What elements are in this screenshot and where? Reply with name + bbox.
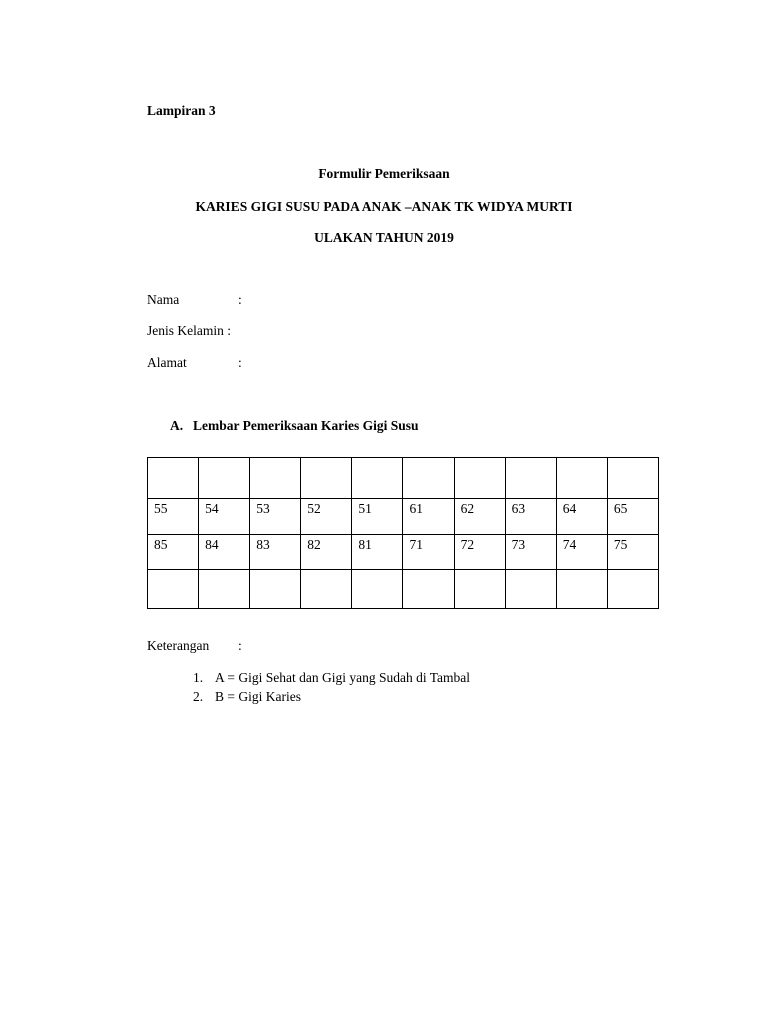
name-field-colon: : (238, 292, 242, 307)
dental-exam-table (147, 457, 659, 609)
legend-item-text: A = Gigi Sehat dan Gigi yang Sudah di Tambal (215, 670, 471, 685)
tooth-number-cell: 72 (454, 535, 505, 570)
tooth-number-cell: 53 (250, 499, 301, 535)
tooth-number-cell: 62 (454, 499, 505, 535)
upper-result-cell[interactable] (556, 458, 607, 499)
tooth-number-cell: 75 (607, 535, 658, 570)
lower-result-cell[interactable] (148, 570, 199, 609)
upper-result-cell[interactable] (607, 458, 658, 499)
tooth-number-cell: 55 (148, 499, 199, 535)
attachment-label: Lampiran 3 (147, 103, 216, 118)
lower-result-cell[interactable] (403, 570, 454, 609)
tooth-number-cell: 71 (403, 535, 454, 570)
lower-teeth-row (148, 535, 659, 570)
section-a-title: Lembar Pemeriksaan Karies Gigi Susu (193, 418, 419, 433)
tooth-number-cell: 52 (301, 499, 352, 535)
upper-result-cell[interactable] (352, 458, 403, 499)
upper-teeth-row (148, 499, 659, 535)
upper-result-cell[interactable] (403, 458, 454, 499)
lower-result-row (148, 570, 659, 609)
upper-result-cell[interactable] (301, 458, 352, 499)
lower-result-cell[interactable] (352, 570, 403, 609)
tooth-number-cell: 61 (403, 499, 454, 535)
legend-colon: : (238, 638, 242, 653)
tooth-number-cell: 81 (352, 535, 403, 570)
tooth-number-cell: 83 (250, 535, 301, 570)
form-title: Formulir Pemeriksaan (318, 166, 450, 181)
lower-result-cell[interactable] (607, 570, 658, 609)
upper-result-cell[interactable] (148, 458, 199, 499)
address-field-label: Alamat (147, 355, 187, 370)
legend-item-text: B = Gigi Karies (215, 689, 301, 704)
legend-item-number: 2. (193, 689, 204, 704)
upper-result-cell[interactable] (199, 458, 250, 499)
tooth-number-cell: 54 (199, 499, 250, 535)
tooth-number-cell: 65 (607, 499, 658, 535)
tooth-number-cell: 64 (556, 499, 607, 535)
name-field-label: Nama (147, 292, 180, 307)
address-field-colon: : (238, 355, 242, 370)
upper-result-row (148, 458, 659, 499)
tooth-number-cell: 74 (556, 535, 607, 570)
section-a-letter: A. (170, 418, 184, 433)
upper-result-cell[interactable] (454, 458, 505, 499)
tooth-number-cell: 73 (505, 535, 556, 570)
legend-label: Keterangan (147, 638, 210, 653)
tooth-number-cell: 63 (505, 499, 556, 535)
tooth-number-cell: 82 (301, 535, 352, 570)
lower-result-cell[interactable] (454, 570, 505, 609)
upper-result-cell[interactable] (250, 458, 301, 499)
tooth-number-cell: 51 (352, 499, 403, 535)
legend-item-number: 1. (193, 670, 204, 685)
tooth-number-cell: 84 (199, 535, 250, 570)
gender-field-label: Jenis Kelamin : (147, 323, 231, 338)
lower-result-cell[interactable] (199, 570, 250, 609)
upper-result-cell[interactable] (505, 458, 556, 499)
lower-result-cell[interactable] (301, 570, 352, 609)
lower-result-cell[interactable] (556, 570, 607, 609)
tooth-number-cell: 85 (148, 535, 199, 570)
form-heading-line-1: KARIES GIGI SUSU PADA ANAK –ANAK TK WIDYA MURTI (195, 199, 573, 214)
lower-result-cell[interactable] (505, 570, 556, 609)
form-heading-line-2: ULAKAN TAHUN 2019 (314, 230, 454, 245)
lower-result-cell[interactable] (250, 570, 301, 609)
